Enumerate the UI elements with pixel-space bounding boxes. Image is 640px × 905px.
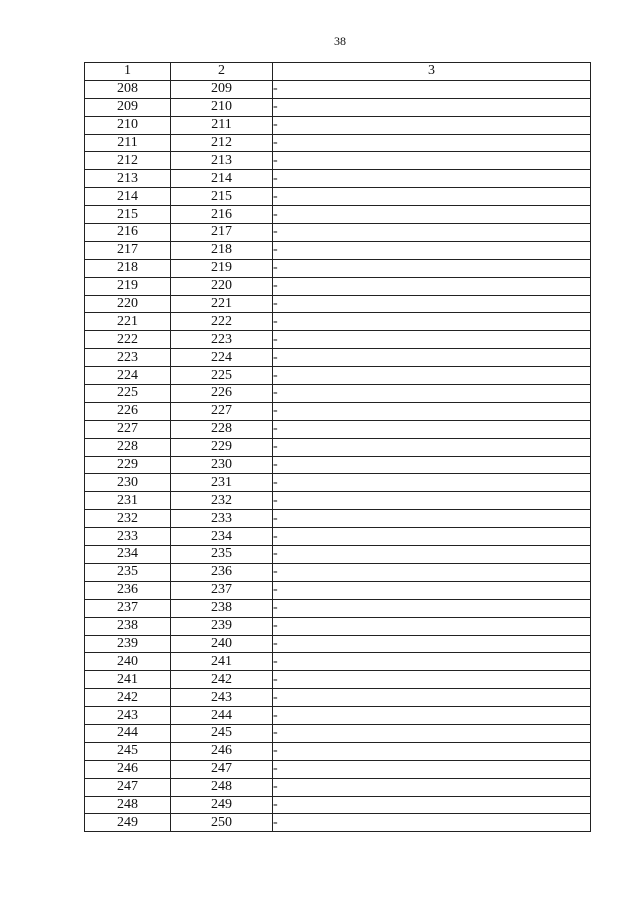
table-cell-col2: 210: [171, 98, 273, 116]
table-cell-col3: -: [273, 259, 591, 277]
table-row: [85, 814, 591, 832]
table-row: [85, 134, 591, 152]
table-cell-col3: -: [273, 402, 591, 420]
table-cell-col1: 218: [85, 259, 171, 277]
table-cell-col2: 244: [171, 707, 273, 725]
table-cell-col3: -: [273, 474, 591, 492]
table-cell-col2: 250: [171, 814, 273, 832]
table-cell-col1: 247: [85, 778, 171, 796]
table-cell-col3: -: [273, 724, 591, 742]
table-cell-col2: 241: [171, 653, 273, 671]
table-cell-col1: 226: [85, 402, 171, 420]
table-cell-col3: -: [273, 617, 591, 635]
table-cell-col1: 234: [85, 546, 171, 564]
table-cell-col1: 216: [85, 224, 171, 242]
table-cell-col2: 229: [171, 438, 273, 456]
table-cell-col3: -: [273, 635, 591, 653]
table-cell-col3: -: [273, 492, 591, 510]
table-cell-col1: 235: [85, 563, 171, 581]
table-cell-col2: 225: [171, 367, 273, 385]
table-cell-col3: -: [273, 581, 591, 599]
table-cell-col2: 249: [171, 796, 273, 814]
table-row: [85, 277, 591, 295]
table-cell-col3: -: [273, 546, 591, 564]
table-row: [85, 528, 591, 546]
table-row: [85, 546, 591, 564]
table-cell-col2: 231: [171, 474, 273, 492]
table-row: [85, 402, 591, 420]
table-row: [85, 492, 591, 510]
table-cell-col2: 223: [171, 331, 273, 349]
table-cell-col2: 219: [171, 259, 273, 277]
table-cell-col3: -: [273, 420, 591, 438]
table-cell-col1: 210: [85, 116, 171, 134]
table-cell-col2: 235: [171, 546, 273, 564]
table-cell-col1: 209: [85, 98, 171, 116]
table-cell-col1: 232: [85, 510, 171, 528]
table-cell-col3: -: [273, 313, 591, 331]
table-cell-col2: 224: [171, 349, 273, 367]
table-cell-col2: 227: [171, 402, 273, 420]
table-row: [85, 259, 591, 277]
table-cell-col1: 240: [85, 653, 171, 671]
page-number: 38: [334, 34, 346, 48]
table-cell-col3: -: [273, 385, 591, 403]
table-cell-col2: 248: [171, 778, 273, 796]
table-row: [85, 295, 591, 313]
table-cell-col2: 232: [171, 492, 273, 510]
table-cell-col1: 222: [85, 331, 171, 349]
table-cell-col2: 215: [171, 188, 273, 206]
table-row: [85, 188, 591, 206]
table-cell-col1: 230: [85, 474, 171, 492]
table-cell-col3: -: [273, 152, 591, 170]
table-row: [85, 653, 591, 671]
table-cell-col1: 211: [85, 134, 171, 152]
header-row: [85, 63, 591, 81]
table-cell-col2: 209: [171, 80, 273, 98]
column-header-3: 3: [273, 63, 591, 81]
table-cell-col1: 228: [85, 438, 171, 456]
table-cell-col1: 212: [85, 152, 171, 170]
table-cell-col1: 219: [85, 277, 171, 295]
table-cell-col1: 239: [85, 635, 171, 653]
table-cell-col1: 242: [85, 689, 171, 707]
table-cell-col2: 246: [171, 742, 273, 760]
table-cell-col1: 236: [85, 581, 171, 599]
table-row: [85, 474, 591, 492]
table-cell-col2: 243: [171, 689, 273, 707]
table-cell-col1: 221: [85, 313, 171, 331]
table-row: [85, 206, 591, 224]
table-cell-col2: 247: [171, 760, 273, 778]
table-cell-col1: 223: [85, 349, 171, 367]
table-cell-col2: 242: [171, 671, 273, 689]
table-cell-col3: -: [273, 742, 591, 760]
table-row: [85, 349, 591, 367]
table-cell-col2: 226: [171, 385, 273, 403]
table-cell-col1: 244: [85, 724, 171, 742]
table-cell-col1: 237: [85, 599, 171, 617]
table-cell-col2: 234: [171, 528, 273, 546]
table-row: [85, 241, 591, 259]
table-body: [85, 80, 591, 831]
table-cell-col2: 233: [171, 510, 273, 528]
table-cell-col3: -: [273, 760, 591, 778]
table-cell-col1: 248: [85, 796, 171, 814]
table-cell-col3: -: [273, 188, 591, 206]
table-cell-col2: 220: [171, 277, 273, 295]
table-cell-col1: 213: [85, 170, 171, 188]
table-row: [85, 367, 591, 385]
table-cell-col2: 236: [171, 563, 273, 581]
table-cell-col1: 233: [85, 528, 171, 546]
table-cell-col1: 231: [85, 492, 171, 510]
table-cell-col3: -: [273, 599, 591, 617]
table-cell-col1: 241: [85, 671, 171, 689]
table-cell-col3: -: [273, 707, 591, 725]
table-cell-col1: 229: [85, 456, 171, 474]
table-cell-col1: 220: [85, 295, 171, 313]
table-cell-col2: 216: [171, 206, 273, 224]
table-row: [85, 170, 591, 188]
table-row: [85, 80, 591, 98]
table-row: [85, 635, 591, 653]
table-row: [85, 581, 591, 599]
table-cell-col3: -: [273, 116, 591, 134]
table-cell-col3: -: [273, 331, 591, 349]
table-row: [85, 778, 591, 796]
table-row: [85, 438, 591, 456]
table-cell-col3: -: [273, 689, 591, 707]
table-cell-col3: -: [273, 814, 591, 832]
column-header-1: 1: [85, 63, 171, 81]
table-cell-col2: 245: [171, 724, 273, 742]
table-cell-col2: 222: [171, 313, 273, 331]
table-cell-col1: 246: [85, 760, 171, 778]
table-cell-col3: -: [273, 456, 591, 474]
table-cell-col2: 221: [171, 295, 273, 313]
table-row: [85, 599, 591, 617]
table-cell-col2: 240: [171, 635, 273, 653]
table-cell-col1: 214: [85, 188, 171, 206]
table-cell-col1: 227: [85, 420, 171, 438]
table-cell-col3: -: [273, 224, 591, 242]
table-cell-col2: 217: [171, 224, 273, 242]
table-row: [85, 617, 591, 635]
table-row: [85, 98, 591, 116]
table-cell-col3: -: [273, 438, 591, 456]
table-cell-col3: -: [273, 295, 591, 313]
table-cell-col3: -: [273, 510, 591, 528]
table-cell-col1: 238: [85, 617, 171, 635]
table-row: [85, 224, 591, 242]
table-row: [85, 385, 591, 403]
table-cell-col3: -: [273, 206, 591, 224]
table-cell-col3: -: [273, 796, 591, 814]
table-cell-col3: -: [273, 241, 591, 259]
table-row: [85, 331, 591, 349]
table-cell-col3: -: [273, 528, 591, 546]
table-row: [85, 707, 591, 725]
table-row: [85, 116, 591, 134]
table-row: [85, 760, 591, 778]
table-row: [85, 671, 591, 689]
table-row: [85, 689, 591, 707]
table-row: [85, 563, 591, 581]
table-cell-col2: 238: [171, 599, 273, 617]
table-cell-col1: 217: [85, 241, 171, 259]
table-header: [85, 63, 591, 81]
table-row: [85, 742, 591, 760]
table-cell-col1: 243: [85, 707, 171, 725]
table-cell-col1: 245: [85, 742, 171, 760]
table-cell-col3: -: [273, 98, 591, 116]
table-cell-col3: -: [273, 277, 591, 295]
table-cell-col2: 237: [171, 581, 273, 599]
table-cell-col2: 228: [171, 420, 273, 438]
table-cell-col2: 213: [171, 152, 273, 170]
table-row: [85, 313, 591, 331]
table-cell-col3: -: [273, 671, 591, 689]
table-cell-col2: 214: [171, 170, 273, 188]
table-cell-col2: 212: [171, 134, 273, 152]
table-cell-col1: 208: [85, 80, 171, 98]
table-row: [85, 420, 591, 438]
table-cell-col3: -: [273, 563, 591, 581]
column-header-2: 2: [171, 63, 273, 81]
table-cell-col2: 239: [171, 617, 273, 635]
table-cell-col2: 211: [171, 116, 273, 134]
table-cell-col3: -: [273, 778, 591, 796]
table-cell-col1: 215: [85, 206, 171, 224]
table-row: [85, 456, 591, 474]
table-cell-col3: -: [273, 349, 591, 367]
table-row: [85, 796, 591, 814]
table-cell-col3: -: [273, 653, 591, 671]
table-cell-col1: 249: [85, 814, 171, 832]
table-cell-col3: -: [273, 80, 591, 98]
table-cell-col1: 224: [85, 367, 171, 385]
table-cell-col3: -: [273, 170, 591, 188]
table-cell-col1: 225: [85, 385, 171, 403]
table-cell-col2: 230: [171, 456, 273, 474]
table-row: [85, 152, 591, 170]
data-table: [84, 62, 591, 832]
table-cell-col3: -: [273, 134, 591, 152]
table-row: [85, 510, 591, 528]
table-row: [85, 724, 591, 742]
table-cell-col3: -: [273, 367, 591, 385]
table-cell-col2: 218: [171, 241, 273, 259]
